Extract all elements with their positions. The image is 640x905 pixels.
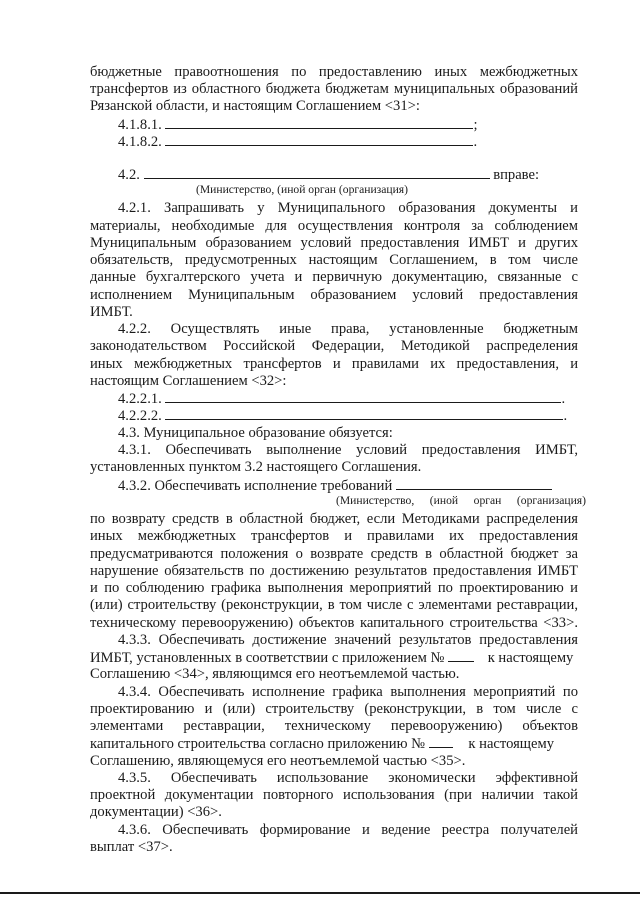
- text-line: иных межбюджетных трансфертов и правилами их предоставления: [90, 528, 578, 544]
- list-item: [118, 133, 488, 150]
- text-line: исполнением Муниципальным образованием условий предоставления: [90, 287, 578, 303]
- item-number: 4.2.2.2.: [118, 408, 162, 424]
- caption: (Министерство, (иной орган (организация): [196, 183, 408, 196]
- text-line: и по соблюдению графика выполнения мероприятий по проектированию и: [90, 580, 578, 596]
- text-line: 4.3.3. Обеспечивать достижение значений результатов предоставления: [118, 632, 578, 648]
- item-number: 4.1.8.1.: [118, 117, 162, 133]
- text-line: установленных пунктом 3.2 настоящего Соглашения.: [90, 459, 422, 475]
- text-line: проектной документации повторного использования (при наличии такой: [90, 787, 578, 803]
- page-bottom-border: [0, 892, 640, 894]
- list-item: [118, 407, 578, 424]
- fill-blank: [165, 390, 561, 403]
- text-line: Соглашению, являющемуся его неотъемлемой частью <35>.: [90, 753, 466, 769]
- fill-blank: [165, 133, 473, 146]
- text-line: ИМБТ.: [90, 304, 133, 320]
- list-item: [118, 166, 558, 183]
- text-line: 4.3.4. Обеспечивать исполнение графика выполнения мероприятий по: [118, 684, 578, 700]
- item-number: 4.2.: [118, 167, 140, 183]
- clause-text: капитального строительства согласно приложению №: [90, 736, 426, 752]
- text-line: Муниципальным образованием условий предоставления ИМБТ и других: [90, 235, 578, 251]
- text-line: проектированию и (или) строительству (реконструкции, в том числе с: [90, 701, 578, 717]
- fill-blank: [165, 407, 563, 420]
- text-line: 4.2.2. Осуществлять иные права, установленные бюджетным: [118, 321, 578, 337]
- fill-blank: [165, 116, 473, 129]
- text-line: 4.3.5. Обеспечивать использование экономически эффективной: [118, 770, 578, 786]
- text-line: материалы, необходимые для осуществления контроля за соблюдением: [90, 218, 578, 234]
- text-line: иных межбюджетных трансфертов и правилами их предоставления, и: [90, 356, 578, 372]
- fill-blank: [448, 649, 474, 662]
- text-line: нарушение обязательств по достижению результатов предоставления ИМБТ: [90, 563, 578, 579]
- list-item: [118, 116, 488, 133]
- text-line: обязательств, предусмотренных настоящим Соглашением, в том числе: [90, 252, 578, 268]
- text-line: выплат <37>.: [90, 839, 173, 855]
- caption: (Министерство, (иной орган (организация): [336, 494, 586, 507]
- list-item: [90, 649, 578, 666]
- text-line: элементами реставрации, техническому перевооружению) объектов: [90, 718, 578, 734]
- list-item: [118, 477, 578, 494]
- punctuation: .: [561, 391, 566, 407]
- clause-text: к настоящему: [468, 736, 555, 752]
- fill-blank: [144, 166, 490, 179]
- text-line: Соглашению <34>, являющимся его неотъемлемой частью.: [90, 666, 460, 682]
- text-line: 4.3.6. Обеспечивать формирование и ведение реестра получателей: [118, 822, 578, 838]
- text-line: трансфертов из областного бюджета бюджетам муниципальных образований: [90, 81, 578, 97]
- section-heading: 4.3. Муниципальное образование обязуется:: [118, 425, 393, 441]
- item-number: 4.2.2.1.: [118, 391, 162, 407]
- list-item: [118, 390, 578, 407]
- text-line: Рязанской области, и настоящим Соглашением <31>:: [90, 98, 420, 114]
- text-line: 4.3.1. Обеспечивать выполнение условий предоставления ИМБТ,: [118, 442, 578, 458]
- clause-text: вправе:: [493, 167, 540, 183]
- text-line: предусматриваются положения о возврате средств в областной бюджет за: [90, 546, 578, 562]
- clause-text: к настоящему: [487, 650, 574, 666]
- clause-text: ИМБТ, установленных в соответствии с приложением №: [90, 650, 445, 666]
- text-line: документации) <36>.: [90, 804, 222, 820]
- punctuation: .: [563, 408, 568, 424]
- fill-blank: [396, 477, 552, 490]
- text-line: 4.2.1. Запрашивать у Муниципального образования документы и: [118, 200, 578, 216]
- text-line: законодательством Российской Федерации, Методикой распределения: [90, 338, 578, 354]
- text-line: по возврату средств в областной бюджет, если Методиками распределения: [90, 511, 578, 527]
- text-line: данные бухгалтерского учета и первичную документацию, связанные с: [90, 269, 578, 285]
- item-number: 4.1.8.2.: [118, 134, 162, 150]
- text-line: (или) строительству (реконструкции, в том числе с элементами реставрации,: [90, 597, 578, 613]
- punctuation: ;: [473, 117, 478, 133]
- punctuation: .: [473, 134, 478, 150]
- text-line: техническому перевооружению) объектов капитального строительства <33>.: [90, 615, 578, 631]
- text-line: бюджетные правоотношения по предоставлению иных межбюджетных: [90, 64, 578, 80]
- list-item: [90, 735, 578, 752]
- text-line: настоящим Соглашением <32>:: [90, 373, 287, 389]
- fill-blank: [429, 735, 453, 748]
- clause-text: 4.3.2. Обеспечивать исполнение требований: [118, 478, 393, 494]
